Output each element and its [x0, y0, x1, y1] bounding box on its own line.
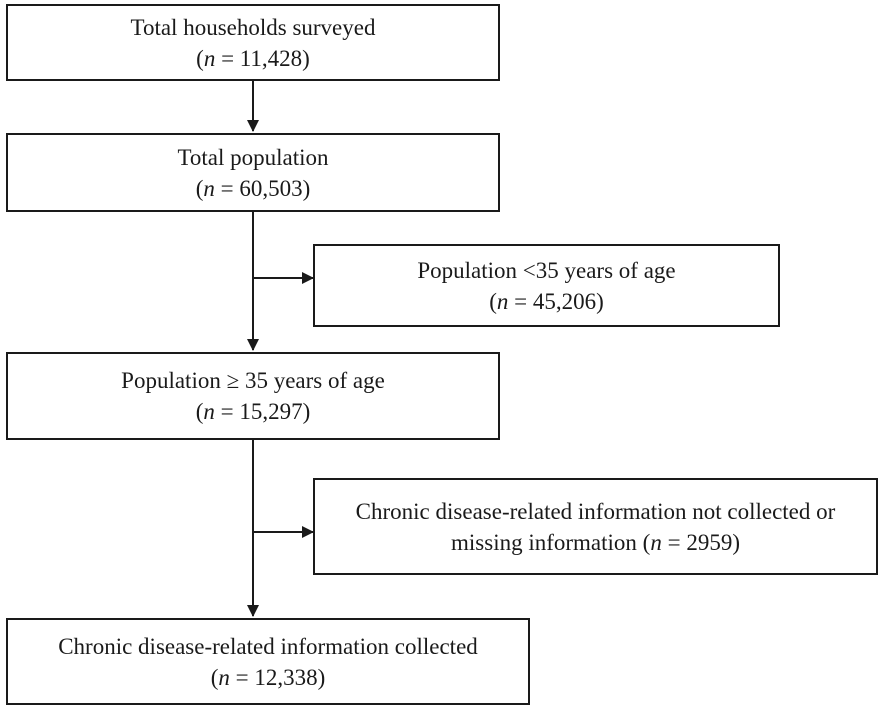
node-households-title: Total households surveyed [130, 14, 376, 40]
node-under-35-count: (n = 45,206) [489, 288, 604, 314]
node-over-35 [6, 352, 500, 440]
node-over-35-title: Population ≥ 35 years of age [121, 368, 385, 393]
node-missing-info [313, 478, 878, 575]
node-households [6, 4, 500, 81]
node-under-35-title: Population <35 years of age [417, 257, 676, 283]
node-missing-info-line1: Chronic disease-related information not collected or [355, 498, 836, 524]
node-households-count: (n = 11,428) [196, 45, 310, 71]
node-over-35-count: (n = 15,297) [195, 399, 311, 424]
node-info-collected-title: Chronic disease-related information collected [58, 633, 478, 659]
node-info-collected-count: (n = 12,338) [210, 664, 326, 690]
node-missing-info-line2: missing information (n = 2959) [451, 529, 740, 555]
node-total-population-count: (n = 60,503) [195, 175, 311, 201]
node-info-collected [6, 618, 530, 705]
node-under-35 [313, 244, 780, 327]
node-total-population-title: Total population [177, 144, 329, 170]
node-total-population [6, 133, 500, 212]
